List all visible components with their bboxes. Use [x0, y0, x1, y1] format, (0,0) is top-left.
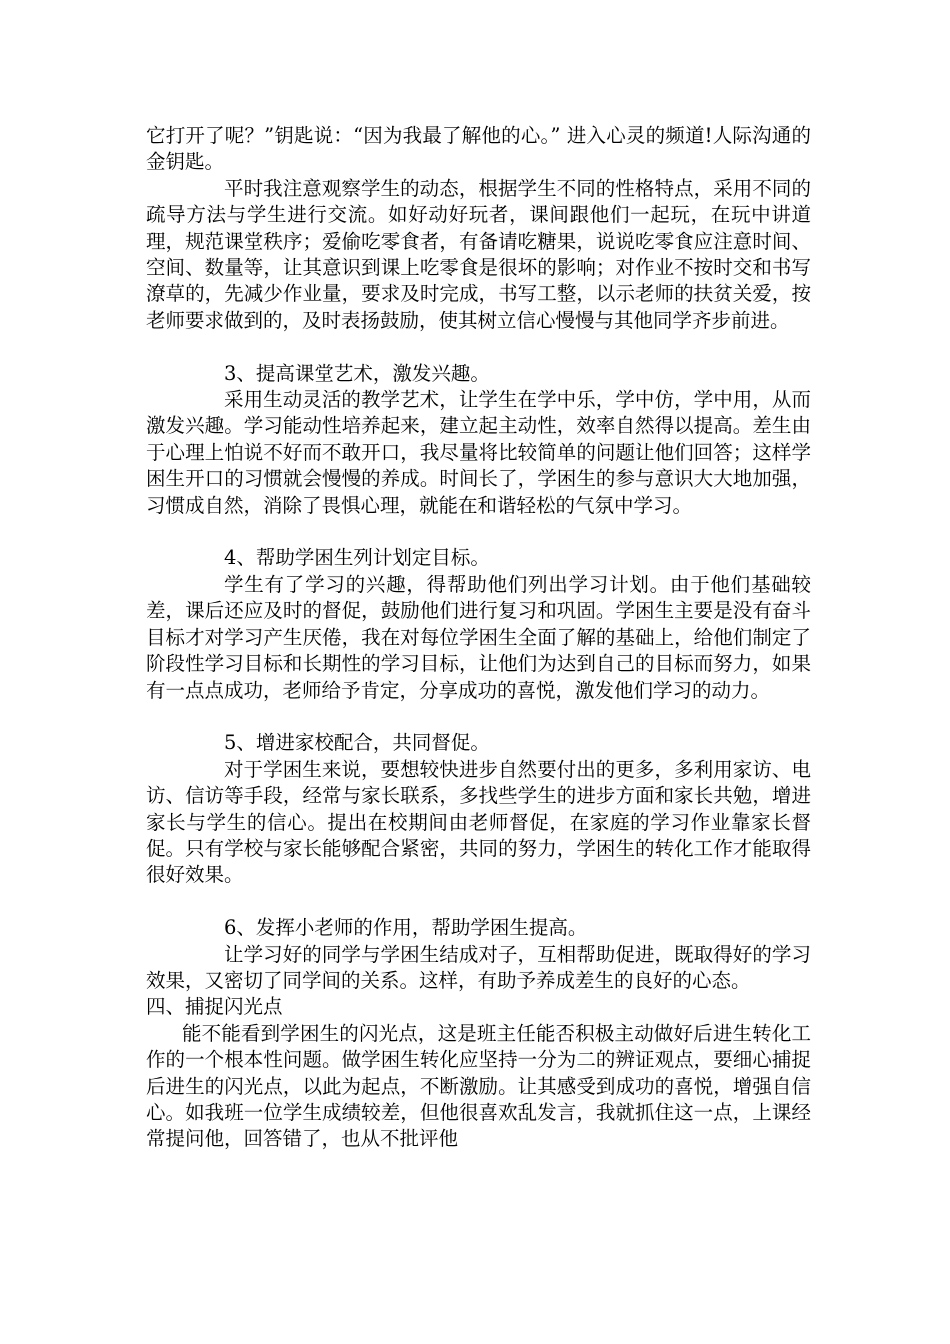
- paragraph-peer-tutor: 让学习好的同学与学困生结成对子，互相帮助促进，既取得好的学习效果，又密切了同学间的关系。这样，有助予养成差生的良好的心态。: [146, 942, 811, 992]
- paragraph-gap: [146, 334, 811, 360]
- paragraph-gap: [146, 519, 811, 545]
- paragraph-classroom-art: 采用生动灵活的教学艺术，让学生在学中乐，学中仿，学中用，从而激发兴趣。学习能动性培养起来，建立起主动性，效率自然得以提高。差生由于心理上怕说不好而不敢开口，我尽量将比较简单的问题让他们回答；这样学困生开口的习惯就会慢慢的养成。时间长了，学困生的参与意识大大地加强，习惯成自然，消除了畏惧心理，就能在和谐轻松的气氛中学习。: [146, 388, 811, 517]
- heading-3-classroom-art: 3、提高课堂艺术，激发兴趣。: [224, 361, 490, 385]
- paragraph-gap: [146, 704, 811, 730]
- paragraph-study-plan: 学生有了学习的兴趣，得帮助他们列出学习计划。由于他们基础较差，课后还应及时的督促，鼓励他们进行复习和巩固。学困生主要是没有奋斗目标才对学习产生厌倦，我在对每位学困生全面了解的基础上，给他们制定了阶段性学习目标和长期性的学习目标，让他们为达到自己的目标而努力，如果有一点点成功，老师给予肯定，分享成功的喜悦，激发他们学习的动力。: [146, 572, 811, 702]
- document-body: [146, 123, 811, 1153]
- section-heading-highlights: 四、捕捉闪光点: [146, 995, 283, 1019]
- paragraph-observation: 平时我注意观察学生的动态，根据学生不同的性格特点，采用不同的疏导方法与学生进行交流。如好动好玩者，课间跟他们一起玩，在玩中讲道理，规范课堂秩序；爱偷吃零食者，有备请吃糖果，说说吃零食应注意时间、空间、数量等，让其意识到课上吃零食是很坏的影响；对作业不按时交和书写潦草的，先减少作业量，要求及时完成，书写工整，以示老师的扶贫关爱，按老师要求做到的，及时表扬鼓励，使其树立信心慢慢与其他同学齐步前进。: [146, 176, 811, 332]
- paragraph-highlights: 能不能看到学困生的闪光点，这是班主任能否积极主动做好后进生转化工作的一个根本性问题。做学困生转化应坚持一分为二的辨证观点，要细心捕捉后进生的闪光点，以此为起点，不断激励。让其感受到成功的喜悦，增强自信心。如我班一位学生成绩较差，但他很喜欢乱发言，我就抓住这一点，上课经常提问他，回答错了，也从不批评他: [146, 1021, 811, 1151]
- paragraph-continuation: 它打开了呢？”钥匙说：“因为我最了解他的心。” 进入心灵的频道!人际沟通的金钥匙。: [146, 124, 811, 174]
- paragraph-gap: [146, 889, 811, 915]
- heading-5-home-school: 5、增进家校配合，共同督促。: [224, 731, 490, 755]
- heading-6-peer-tutor: 6、发挥小老师的作用，帮助学困生提高。: [224, 916, 588, 940]
- heading-4-study-plan: 4、帮助学困生列计划定目标。: [224, 546, 490, 570]
- paragraph-home-school: 对于学困生来说，要想较快进步自然要付出的更多，多利用家访、电访、信访等手段，经常与家长联系，多找些学生的进步方面和家长共勉，增进家长与学生的信心。提出在校期间由老师督促，在家庭的学习作业靠家长督促。只有学校与家长能够配合紧密，共同的努力，学困生的转化工作才能取得很好效果。: [146, 757, 811, 887]
